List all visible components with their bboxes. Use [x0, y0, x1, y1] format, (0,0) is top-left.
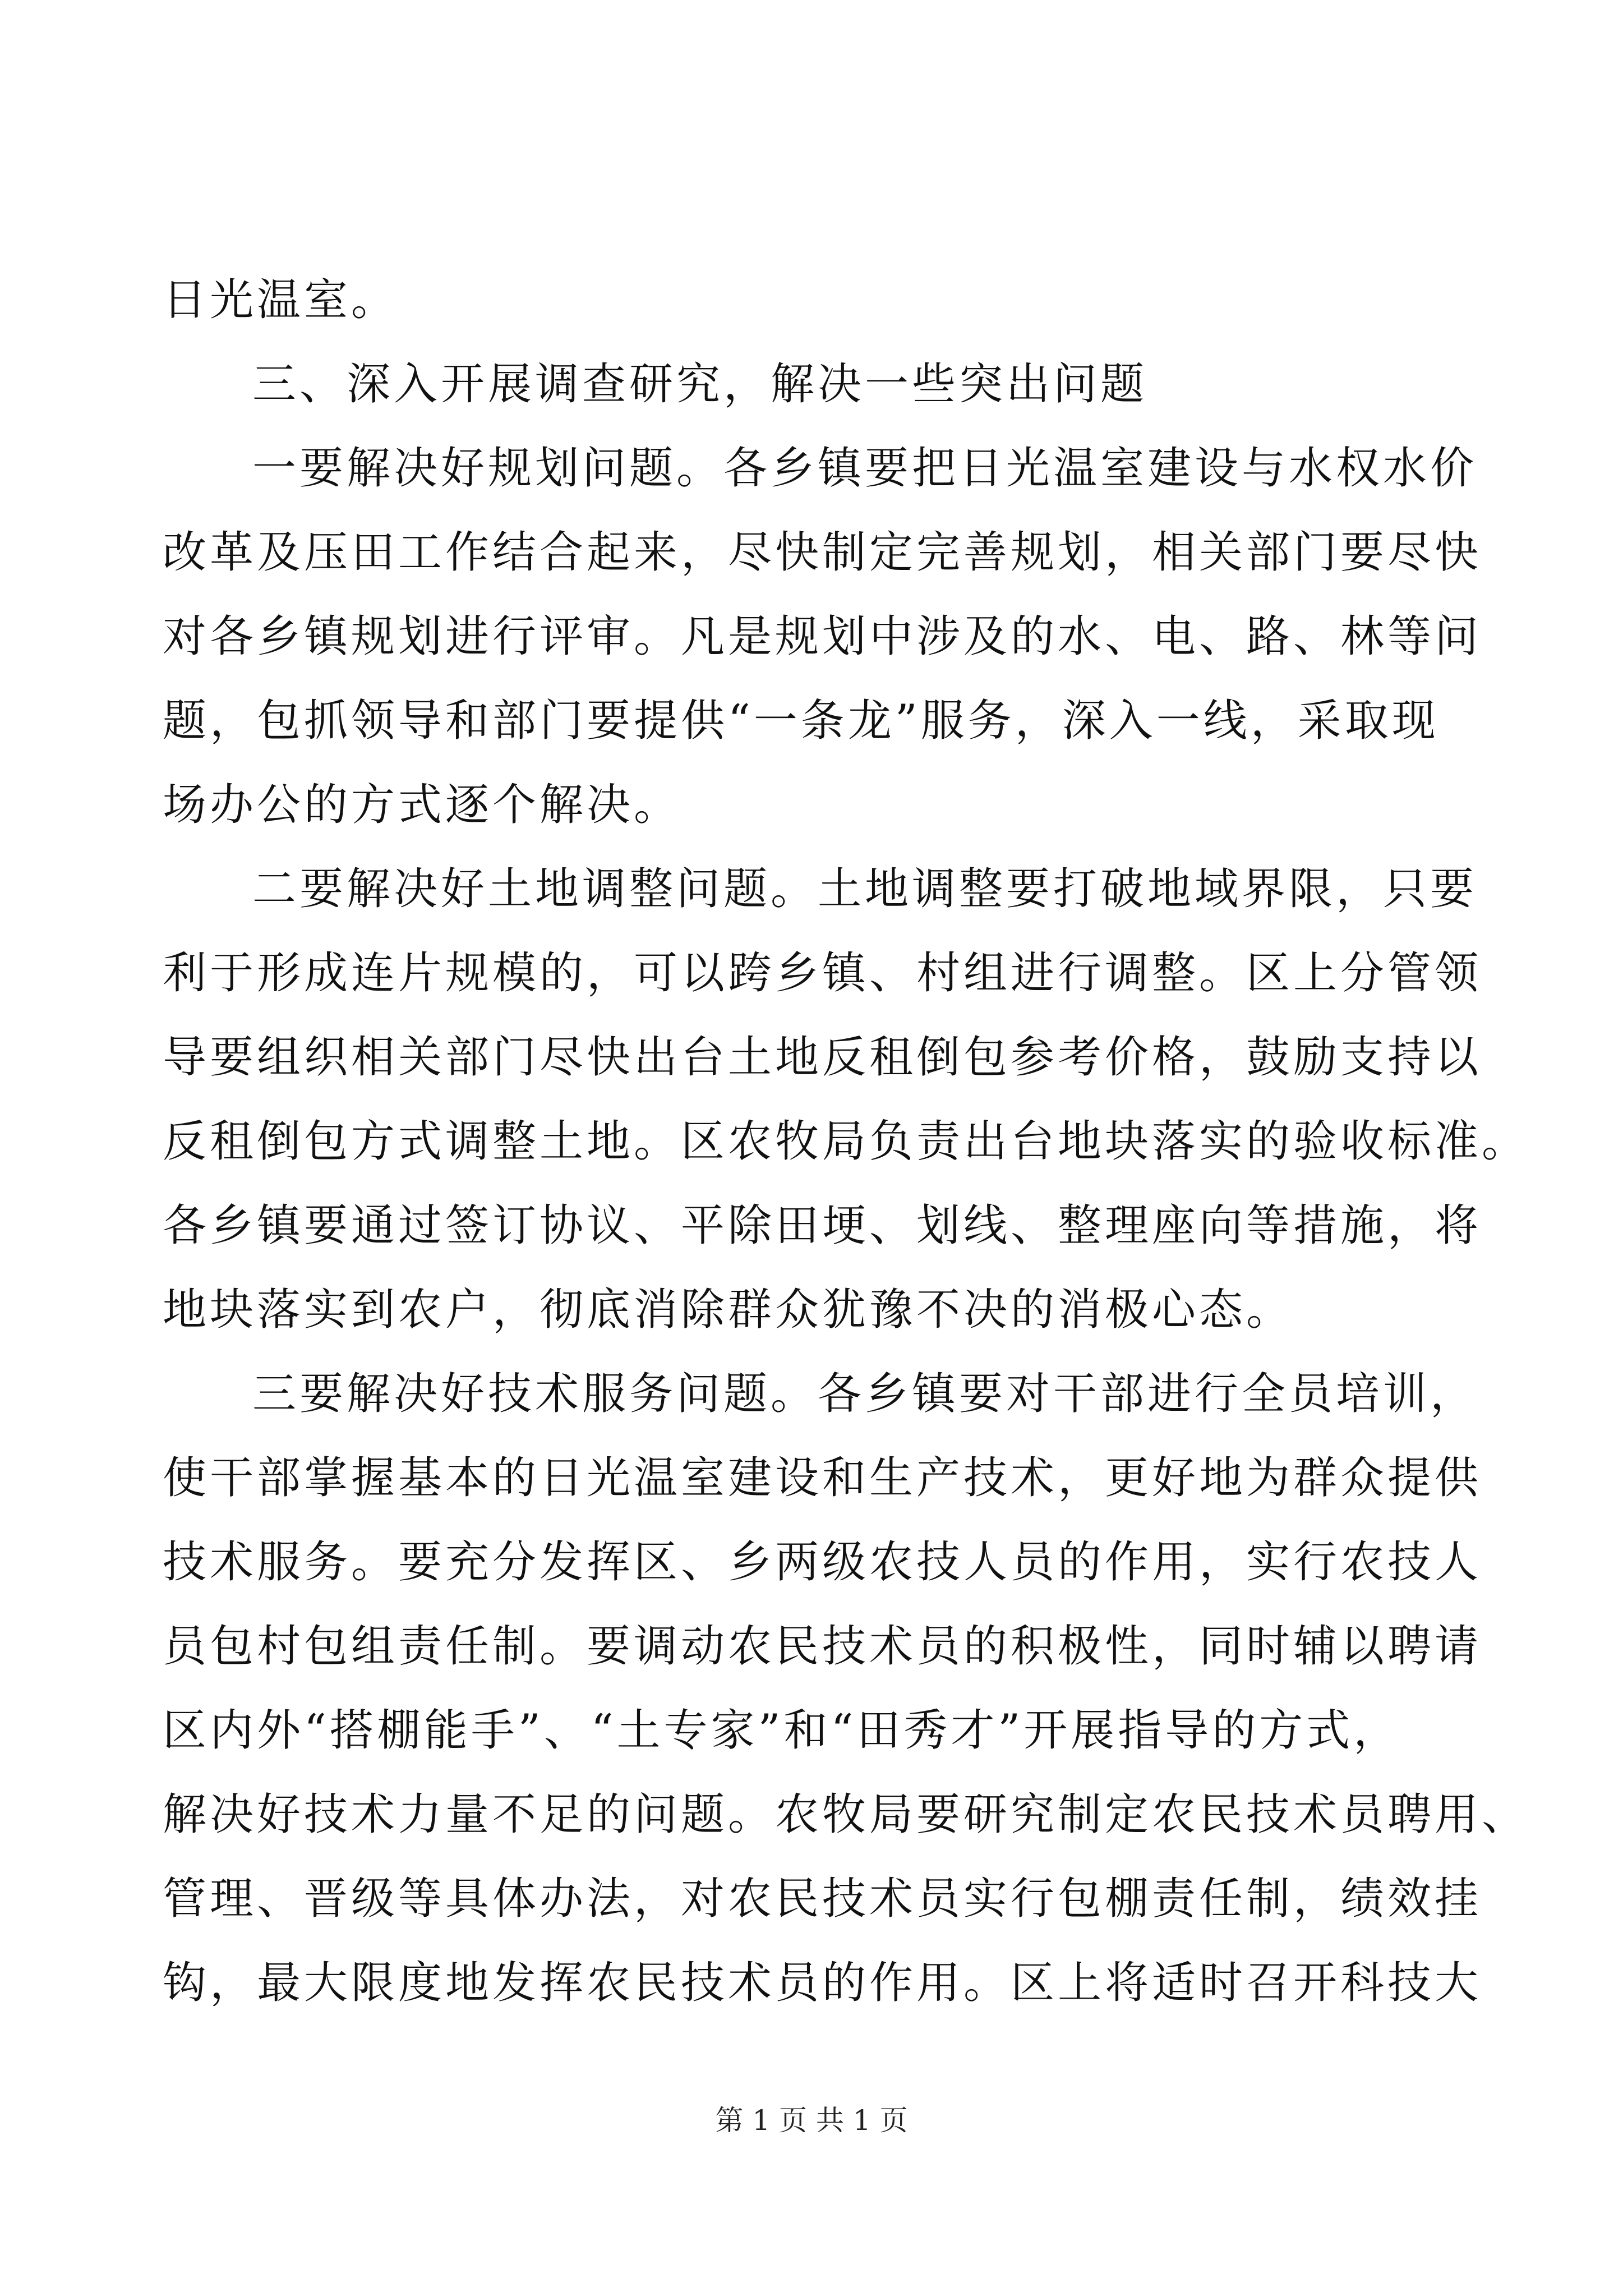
paragraph-line: 钩，最大限度地发挥农民技术员的作用。区上将适时召开科技大 — [163, 1958, 1482, 2008]
paragraph-line: 解决好技术力量不足的问题。农牧局要研究制定农民技术员聘用、 — [163, 1789, 1529, 1840]
paragraph-line: 三要解决好技术服务问题。各乡镇要对干部进行全员培训， — [252, 1369, 1478, 1419]
paragraph-line: 地块落实到农户，彻底消除群众犹豫不决的消极心态。 — [163, 1285, 1294, 1335]
paragraph-line: 题，包抓领导和部门要提供“一条龙”服务，深入一线，采取现 — [163, 696, 1439, 746]
paragraph-line: 技术服务。要充分发挥区、乡两级农技人员的作用，实行农技人 — [163, 1537, 1482, 1588]
section-heading: 三、深入开展调查研究，解决一些突出问题 — [252, 359, 1148, 409]
paragraph-line: 各乡镇要通过签订协议、平除田埂、划线、整理座向等措施，将 — [163, 1200, 1482, 1251]
paragraph-line: 利于形成连片规模的，可以跨乡镇、村组进行调整。区上分管领 — [163, 948, 1482, 999]
paragraph-line: 场办公的方式逐个解决。 — [163, 780, 681, 830]
paragraph-line: 使干部掌握基本的日光温室建设和生产技术，更好地为群众提供 — [163, 1453, 1482, 1503]
paragraph-line: 管理、晋级等具体办法，对农民技术员实行包棚责任制，绩效挂 — [163, 1874, 1482, 1924]
paragraph-line: 改革及压田工作结合起来，尽快制定完善规划，相关部门要尽快 — [163, 527, 1482, 578]
paragraph-line: 对各乡镇规划进行评审。凡是规划中涉及的水、电、路、林等问 — [163, 611, 1482, 662]
text-line: 日光温室。 — [163, 275, 399, 325]
paragraph-line: 一要解决好规划问题。各乡镇要把日光温室建设与水权水价 — [252, 443, 1478, 494]
paragraph-line: 导要组织相关部门尽快出台土地反租倒包参考价格，鼓励支持以 — [163, 1032, 1482, 1083]
document-body — [163, 258, 1529, 2025]
paragraph-line: 二要解决好土地调整问题。土地调整要打破地域界限，只要 — [252, 864, 1478, 914]
paragraph-line: 反租倒包方式调整土地。区农牧局负责出台地块落实的验收标准。 — [163, 1116, 1529, 1167]
paragraph-line: 员包村包组责任制。要调动农民技术员的积极性，同时辅以聘请 — [163, 1621, 1482, 1672]
page-number-footer: 第 1 页 共 1 页 — [715, 2104, 908, 2137]
paragraph-line: 区内外“搭棚能手”、“土专家”和“田秀才”开展指导的方式， — [163, 1705, 1401, 1756]
